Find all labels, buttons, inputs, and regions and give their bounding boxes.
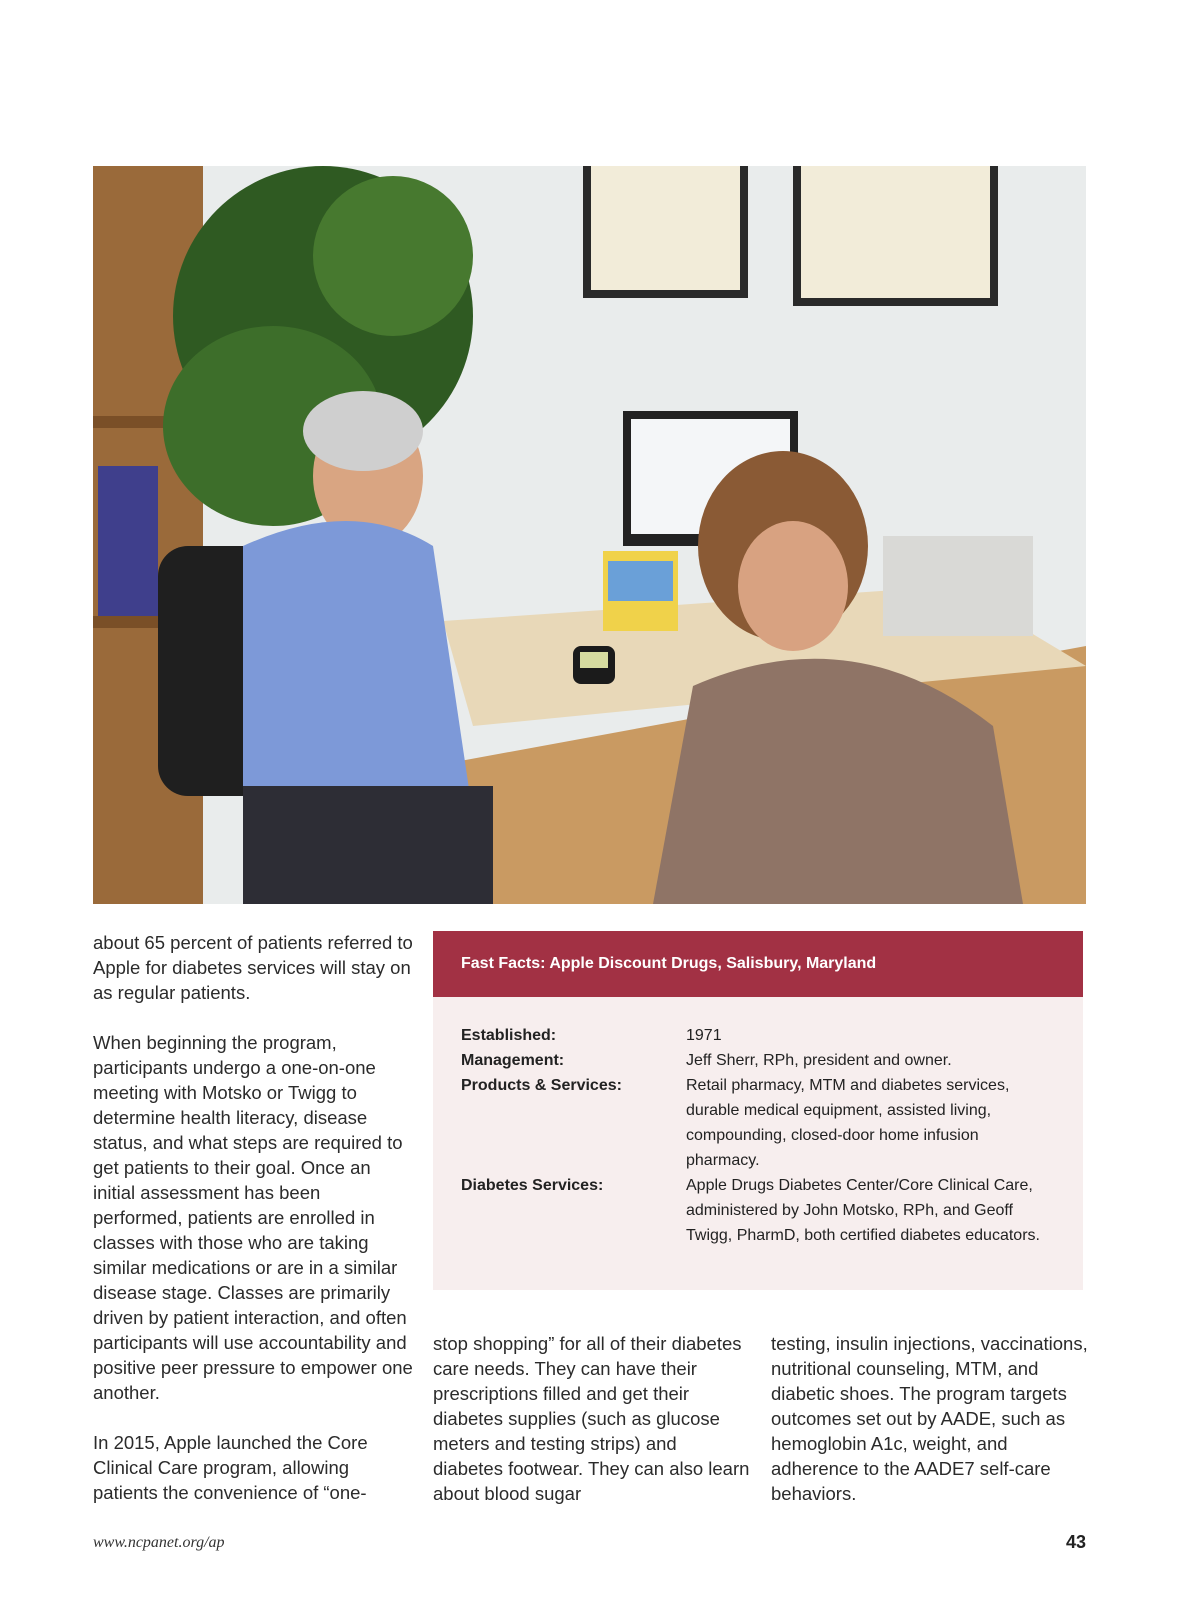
- photo-icon: [93, 166, 1086, 904]
- body-column-3: [771, 1331, 1089, 1506]
- fact-label: Diabetes Services:: [461, 1177, 604, 1194]
- fact-value: Apple Drugs Diabetes Center/Core Clinical Care, administered by John Motsko, RPh, and Geoff Twigg, PharmD, both certified diabetes educators.: [686, 1177, 1040, 1244]
- fast-facts-title: Fast Facts: Apple Discount Drugs, Salisbury, Maryland: [433, 931, 1083, 997]
- paragraph: stop shopping” for all of their diabetes care needs. They can have their prescriptions filled and get their diabetes supplies (such as glucose meters and testing strips) and diabetes footwear. They can also learn about blood sugar: [433, 1333, 750, 1504]
- fact-row-established: [461, 1023, 1055, 1048]
- fact-label: Established:: [461, 1027, 557, 1044]
- paragraph: about 65 percent of patients referred to Apple for diabetes services will stay on as regular patients.: [93, 932, 413, 1003]
- paragraph: testing, insulin injections, vaccinations, nutritional counseling, MTM, and diabetic shoes. The program targets outcomes set out by AADE, such as hemoglobin A1c, weight, and adherence to the AADE7 self-care behaviors.: [771, 1333, 1088, 1504]
- fast-facts-body: [433, 997, 1083, 1248]
- fact-value: Jeff Sherr, RPh, president and owner.: [686, 1052, 952, 1069]
- paragraph: In 2015, Apple launched the Core Clinical Care program, allowing patients the convenience of “one-: [93, 1432, 368, 1503]
- body-column-2: [433, 1331, 751, 1506]
- fact-row-management: [461, 1048, 1055, 1073]
- fact-row-diabetes-services: [461, 1173, 1055, 1248]
- paragraph: When beginning the program, participants undergo a one-on-one meeting with Motsko or Twigg to determine health literacy, disease status, and what steps are required to get patients to their goal. Once an initial assessment has been performed, patients are enrolled in classes with those who are taking similar medications or are in a similar disease stage. Classes are primarily driven by patient interaction, and often participants will use accountability and positive peer pressure to empower one another.: [93, 1032, 413, 1403]
- pharmacist-consultation-photo: [93, 166, 1086, 904]
- fact-value: 1971: [686, 1027, 722, 1044]
- fact-row-products-services: [461, 1073, 1055, 1173]
- fact-value: Retail pharmacy, MTM and diabetes services, durable medical equipment, assisted living, compounding, closed-door home infusion pharmacy.: [686, 1077, 1010, 1169]
- body-column-1: [93, 930, 413, 1505]
- fact-label: Management:: [461, 1052, 565, 1069]
- fast-facts-box: [433, 931, 1083, 1290]
- footer-url: www.ncpanet.org/ap: [93, 1534, 225, 1551]
- fact-label: Products & Services:: [461, 1077, 622, 1094]
- page-number: 43: [1065, 1532, 1086, 1552]
